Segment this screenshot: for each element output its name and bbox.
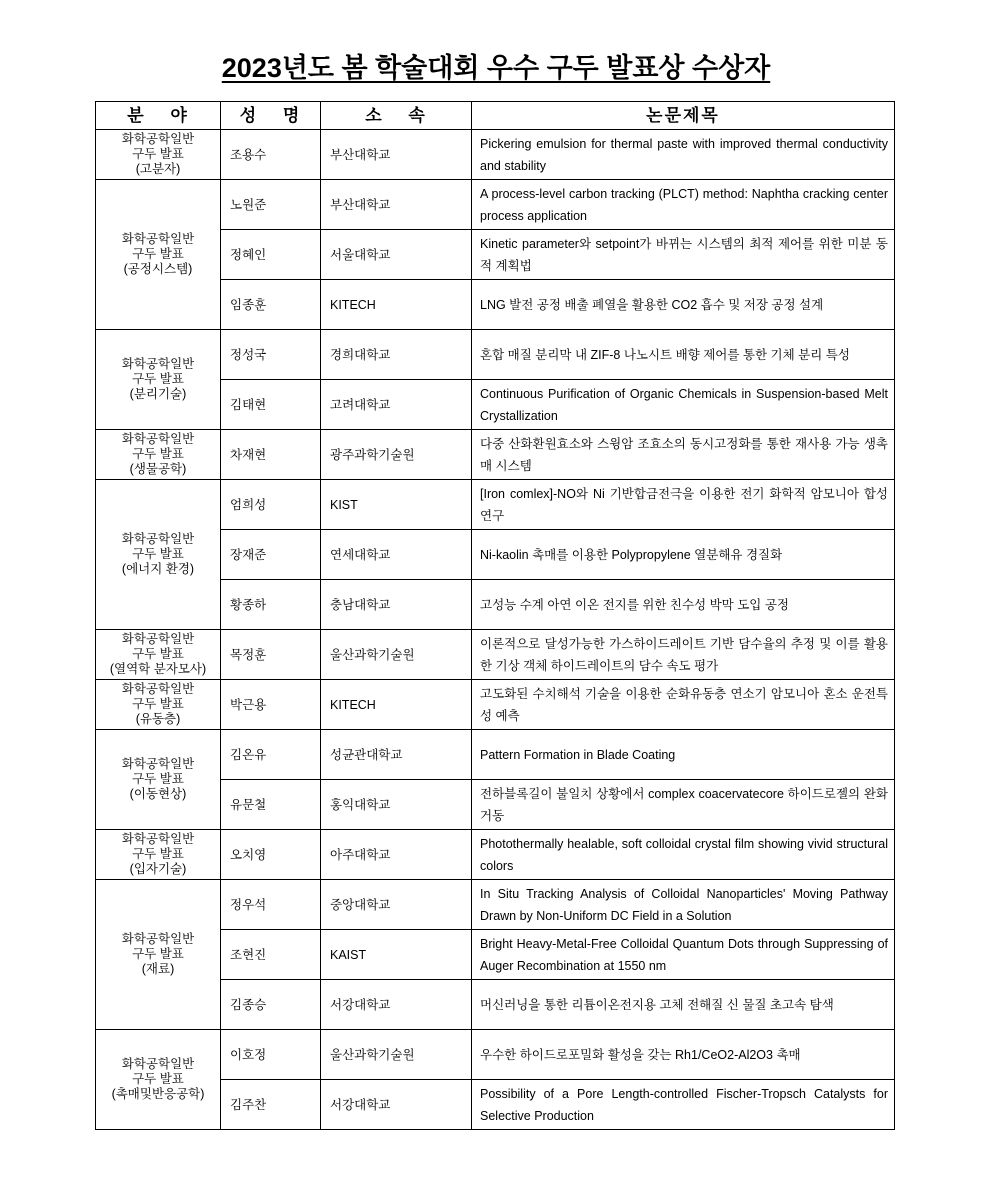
paper-title-cell: Kinetic parameter와 setpoint가 바뀌는 시스템의 최적 제어를 위한 미분 동적 계획법 bbox=[472, 230, 895, 280]
affiliation-cell: 경희대학교 bbox=[321, 330, 472, 380]
paper-title-cell: Ni-kaolin 촉매를 이용한 Polypropylene 열분해유 경질화 bbox=[472, 530, 895, 580]
name-cell: 정혜인 bbox=[221, 230, 321, 280]
affiliation-cell: KAIST bbox=[321, 930, 472, 980]
field-line: (유동층) bbox=[135, 712, 181, 726]
paper-title-cell: 우수한 하이드로포밀화 활성을 갖는 Rh1/CeO2-Al2O3 촉매 bbox=[472, 1030, 895, 1080]
table-row bbox=[96, 630, 895, 680]
paper-title-cell: In Situ Tracking Analysis of Colloidal Nanoparticles' Moving Pathway Drawn by Non-Uniform DC Field in a Solution bbox=[472, 880, 895, 930]
paper-title-cell: 고성능 수계 아연 이온 전지를 위한 친수성 박막 도입 공정 bbox=[472, 580, 895, 630]
page-title bbox=[0, 46, 992, 85]
awards-table bbox=[95, 101, 895, 1130]
field-cell bbox=[96, 680, 221, 730]
affiliation-cell: 홍익대학교 bbox=[321, 780, 472, 830]
field-line: (생물공학) bbox=[129, 462, 187, 476]
table-row bbox=[96, 830, 895, 880]
field-line: (열역학 분자모사) bbox=[109, 662, 207, 676]
name-cell: 노원준 bbox=[221, 180, 321, 230]
affiliation-cell: KITECH bbox=[321, 680, 472, 730]
name-cell: 차재현 bbox=[221, 430, 321, 480]
field-line: 구두 발표 bbox=[132, 447, 184, 461]
table-row bbox=[96, 130, 895, 180]
paper-title-cell: Pattern Formation in Blade Coating bbox=[472, 730, 895, 780]
table-row bbox=[96, 880, 895, 930]
paper-title-cell: LNG 발전 공정 배출 폐열을 활용한 CO2 흡수 및 저장 공정 설계 bbox=[472, 280, 895, 330]
affiliation-cell: 연세대학교 bbox=[321, 530, 472, 580]
header-affiliation: 소 속 bbox=[321, 102, 472, 130]
affiliation-cell: 서울대학교 bbox=[321, 230, 472, 280]
field-line: 구두 발표 bbox=[132, 772, 184, 786]
table-row bbox=[96, 430, 895, 480]
field-line: 화학공학일반 bbox=[121, 1057, 195, 1071]
affiliation-cell: KITECH bbox=[321, 280, 472, 330]
field-line: 화학공학일반 bbox=[121, 932, 195, 946]
name-cell: 정성국 bbox=[221, 330, 321, 380]
field-line: 화학공학일반 bbox=[121, 632, 195, 646]
field-line: 구두 발표 bbox=[132, 947, 184, 961]
affiliation-cell: 성균관대학교 bbox=[321, 730, 472, 780]
field-line: 화학공학일반 bbox=[121, 832, 195, 846]
paper-title-cell: 혼합 매질 분리막 내 ZIF-8 나노시트 배향 제어를 통한 기체 분리 특성 bbox=[472, 330, 895, 380]
field-cell bbox=[96, 480, 221, 630]
paper-title-cell: 머신러닝을 통한 리튬이온전지용 고체 전해질 신 물질 초고속 탐색 bbox=[472, 980, 895, 1030]
field-line: 화학공학일반 bbox=[121, 682, 195, 696]
field-cell bbox=[96, 430, 221, 480]
paper-title-cell: 전하블록길이 불일치 상황에서 complex coacervatecore 하이드로젤의 완화 거동 bbox=[472, 780, 895, 830]
title-text: 2023년도 봄 학술대회 우수 구두 발표상 수상자 bbox=[221, 53, 771, 83]
field-line: 구두 발표 bbox=[132, 847, 184, 861]
header-name: 성 명 bbox=[221, 102, 321, 130]
name-cell: 장재준 bbox=[221, 530, 321, 580]
name-cell: 김태현 bbox=[221, 380, 321, 430]
field-line: 화학공학일반 bbox=[121, 232, 195, 246]
table-row bbox=[96, 730, 895, 780]
name-cell: 김종승 bbox=[221, 980, 321, 1030]
paper-title-cell: A process-level carbon tracking (PLCT) method: Naphtha cracking center process application bbox=[472, 180, 895, 230]
field-line: (공정시스템) bbox=[123, 262, 193, 276]
paper-title-cell: [Iron comlex]-NO와 Ni 기반합금전극을 이용한 전기 화학적 암모니아 합성 연구 bbox=[472, 480, 895, 530]
paper-title-cell: 이론적으로 달성가능한 가스하이드레이트 기반 담수율의 추정 및 이를 활용한 기상 객체 하이드레이트의 담수 속도 평가 bbox=[472, 630, 895, 680]
field-line: 구두 발표 bbox=[132, 247, 184, 261]
name-cell: 정우석 bbox=[221, 880, 321, 930]
field-line: 구두 발표 bbox=[132, 697, 184, 711]
affiliation-cell: 서강대학교 bbox=[321, 980, 472, 1030]
name-cell: 오치영 bbox=[221, 830, 321, 880]
field-line: (에너지 환경) bbox=[121, 562, 195, 576]
name-cell: 임종훈 bbox=[221, 280, 321, 330]
affiliation-cell: 충남대학교 bbox=[321, 580, 472, 630]
name-cell: 조용수 bbox=[221, 130, 321, 180]
affiliation-cell: 부산대학교 bbox=[321, 130, 472, 180]
field-line: (분리기술) bbox=[129, 387, 187, 401]
field-cell bbox=[96, 180, 221, 330]
field-line: 구두 발표 bbox=[132, 547, 184, 561]
paper-title-cell: Photothermally healable, soft colloidal crystal film showing vivid structural colors bbox=[472, 830, 895, 880]
name-cell: 황종하 bbox=[221, 580, 321, 630]
paper-title-cell: Continuous Purification of Organic Chemicals in Suspension-based Melt Crystallization bbox=[472, 380, 895, 430]
field-line: 구두 발표 bbox=[132, 372, 184, 386]
affiliation-cell: 울산과학기술원 bbox=[321, 1030, 472, 1080]
name-cell: 엄희성 bbox=[221, 480, 321, 530]
field-line: 화학공학일반 bbox=[121, 357, 195, 371]
paper-title-cell: Possibility of a Pore Length-controlled Fischer-Tropsch Catalysts for Selective Production bbox=[472, 1080, 895, 1130]
header-field: 분 야 bbox=[96, 102, 221, 130]
field-line: (재료) bbox=[141, 962, 175, 976]
table-row bbox=[96, 180, 895, 230]
field-line: 화학공학일반 bbox=[121, 132, 195, 146]
field-line: 화학공학일반 bbox=[121, 432, 195, 446]
name-cell: 박근용 bbox=[221, 680, 321, 730]
field-line: 구두 발표 bbox=[132, 647, 184, 661]
field-cell bbox=[96, 130, 221, 180]
field-line: 구두 발표 bbox=[132, 147, 184, 161]
table-row bbox=[96, 330, 895, 380]
header-paper-title: 논문제목 bbox=[472, 102, 895, 130]
paper-title-cell: Bright Heavy-Metal-Free Colloidal Quantum Dots through Suppressing of Auger Recombination at 1550 nm bbox=[472, 930, 895, 980]
affiliation-cell: 중앙대학교 bbox=[321, 880, 472, 930]
name-cell: 이호정 bbox=[221, 1030, 321, 1080]
field-line: (이동현상) bbox=[129, 787, 187, 801]
affiliation-cell: 울산과학기술원 bbox=[321, 630, 472, 680]
header-row bbox=[96, 102, 895, 130]
name-cell: 목정훈 bbox=[221, 630, 321, 680]
field-line: 화학공학일반 bbox=[121, 757, 195, 771]
affiliation-cell: 서강대학교 bbox=[321, 1080, 472, 1130]
field-line: 구두 발표 bbox=[132, 1072, 184, 1086]
affiliation-cell: 고려대학교 bbox=[321, 380, 472, 430]
field-line: (고분자) bbox=[135, 162, 181, 176]
table-row bbox=[96, 480, 895, 530]
affiliation-cell: 아주대학교 bbox=[321, 830, 472, 880]
field-cell bbox=[96, 730, 221, 830]
field-line: 화학공학일반 bbox=[121, 532, 195, 546]
name-cell: 김주찬 bbox=[221, 1080, 321, 1130]
name-cell: 유문철 bbox=[221, 780, 321, 830]
paper-title-cell: 다중 산화환원효소와 스윙암 조효소의 동시고정화를 통한 재사용 가능 생촉매 시스템 bbox=[472, 430, 895, 480]
field-cell bbox=[96, 830, 221, 880]
field-cell bbox=[96, 330, 221, 430]
paper-title-cell: Pickering emulsion for thermal paste with improved thermal conductivity and stability bbox=[472, 130, 895, 180]
name-cell: 조현진 bbox=[221, 930, 321, 980]
name-cell: 김온유 bbox=[221, 730, 321, 780]
field-line: (입자기술) bbox=[129, 862, 187, 876]
paper-title-cell: 고도화된 수치해석 기술을 이용한 순화유동층 연소기 암모니아 혼소 운전특성 예측 bbox=[472, 680, 895, 730]
field-line: (촉매및반응공학) bbox=[111, 1087, 205, 1101]
affiliation-cell: 광주과학기술원 bbox=[321, 430, 472, 480]
table-row bbox=[96, 680, 895, 730]
table-row bbox=[96, 1030, 895, 1080]
affiliation-cell: 부산대학교 bbox=[321, 180, 472, 230]
affiliation-cell: KIST bbox=[321, 480, 472, 530]
field-cell bbox=[96, 1030, 221, 1130]
field-cell bbox=[96, 630, 221, 680]
field-cell bbox=[96, 880, 221, 1030]
